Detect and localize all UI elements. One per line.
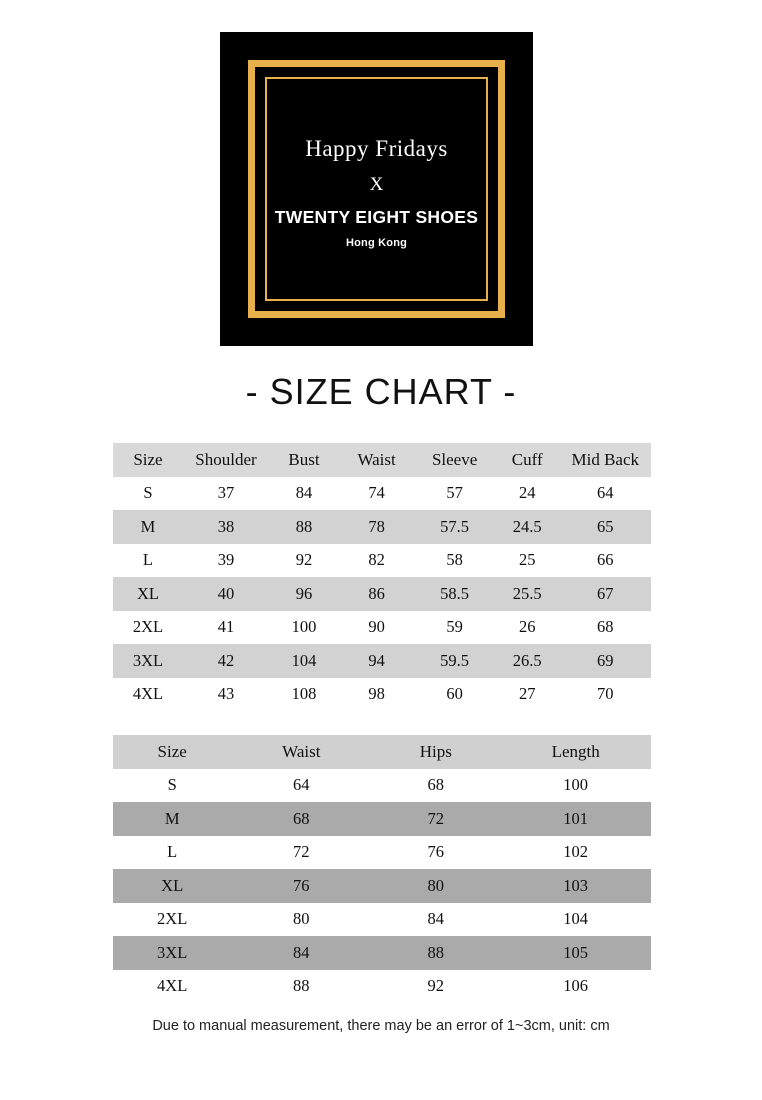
cell-mid-back: 68 <box>597 617 614 637</box>
cell-size: S <box>143 483 153 503</box>
logo-location: Hong Kong <box>345 237 408 249</box>
cell-size: M <box>164 808 180 828</box>
header-cell: Shoulder <box>195 449 257 469</box>
cell-sleeve: 57 <box>446 483 463 503</box>
table-row <box>113 903 651 937</box>
cell-mid-back: 67 <box>597 583 614 603</box>
cell-length: 100 <box>563 775 589 795</box>
table-row <box>113 869 651 903</box>
table-row <box>113 577 651 611</box>
cell-size: 4XL <box>157 976 188 996</box>
cell-waist: 78 <box>368 516 385 536</box>
logo-collab-x: X <box>369 174 384 195</box>
cell-bust: 100 <box>291 617 317 637</box>
size-table-top-head <box>113 443 651 477</box>
cell-waist: 88 <box>293 976 310 996</box>
cell-size: L <box>167 842 178 862</box>
size-table-top-wrapper <box>113 443 651 711</box>
size-table-top-body <box>113 477 651 712</box>
brand-logo <box>220 32 533 346</box>
cell-size: 4XL <box>132 684 164 704</box>
cell-size: XL <box>136 583 159 603</box>
table-row <box>113 477 651 511</box>
page-title: - SIZE CHART - <box>245 371 517 412</box>
cell-cuff: 27 <box>518 684 536 704</box>
cell-hips: 92 <box>427 976 445 996</box>
cell-cuff: 24.5 <box>512 516 542 536</box>
cell-size: L <box>142 550 154 570</box>
table-row <box>113 644 651 678</box>
cell-hips: 88 <box>427 942 445 962</box>
table-row <box>113 802 651 836</box>
cell-shoulder: 37 <box>217 483 235 503</box>
table-row <box>113 970 651 1004</box>
header-cell: Hips <box>419 741 452 761</box>
size-table-bottom <box>113 735 651 1003</box>
table-header-row <box>113 735 651 769</box>
header-cell: Size <box>133 449 163 469</box>
table-row <box>113 544 651 578</box>
cell-size: 3XL <box>157 942 188 962</box>
logo-text-block <box>220 136 533 249</box>
table-row <box>113 611 651 645</box>
cell-waist: 98 <box>368 684 385 704</box>
size-table-top <box>113 443 651 711</box>
cell-mid-back: 69 <box>597 650 614 670</box>
cell-cuff: 26.5 <box>512 650 542 670</box>
cell-cuff: 26 <box>518 617 536 637</box>
cell-waist: 74 <box>368 483 385 503</box>
cell-length: 103 <box>563 875 589 895</box>
cell-waist: 84 <box>293 942 310 962</box>
table-row <box>113 678 651 712</box>
cell-cuff: 25 <box>518 550 536 570</box>
cell-size: 3XL <box>132 650 164 670</box>
table-row <box>113 769 651 803</box>
cell-sleeve: 59 <box>446 617 463 637</box>
cell-length: 102 <box>563 842 589 862</box>
table-row <box>113 936 651 970</box>
cell-sleeve: 58 <box>446 550 463 570</box>
cell-bust: 96 <box>295 583 313 603</box>
cell-length: 104 <box>563 909 589 929</box>
logo-brand-secondary: TWENTY EIGHT SHOES <box>274 207 479 227</box>
header-cell: Bust <box>288 449 320 469</box>
size-table-bottom-head <box>113 735 651 769</box>
cell-hips: 84 <box>427 909 445 929</box>
cell-shoulder: 40 <box>217 583 235 603</box>
cell-mid-back: 64 <box>597 483 614 503</box>
cell-sleeve: 57.5 <box>440 516 470 536</box>
cell-size: S <box>167 775 177 795</box>
cell-shoulder: 43 <box>217 684 235 704</box>
cell-bust: 108 <box>291 684 317 704</box>
cell-size: XL <box>161 875 184 895</box>
header-cell: Sleeve <box>431 449 478 469</box>
cell-length: 101 <box>563 808 589 828</box>
cell-hips: 72 <box>427 808 445 828</box>
cell-shoulder: 42 <box>217 650 235 670</box>
cell-waist: 94 <box>368 650 385 670</box>
header-cell: Waist <box>282 741 321 761</box>
cell-waist: 86 <box>368 583 385 603</box>
header-cell: Length <box>551 741 600 761</box>
cell-sleeve: 58.5 <box>440 583 470 603</box>
cell-bust: 84 <box>295 483 313 503</box>
cell-waist: 72 <box>293 842 310 862</box>
table-header-row <box>113 443 651 477</box>
cell-waist: 76 <box>293 875 310 895</box>
header-cell: Waist <box>357 449 396 469</box>
cell-size: 2XL <box>132 617 164 637</box>
cell-size: 2XL <box>157 909 188 929</box>
header-cell: Cuff <box>511 449 543 469</box>
logo-brand-primary: Happy Fridays <box>305 136 448 161</box>
cell-bust: 92 <box>295 550 313 570</box>
cell-waist: 82 <box>368 550 385 570</box>
cell-sleeve: 59.5 <box>440 650 470 670</box>
cell-waist: 68 <box>293 808 310 828</box>
cell-hips: 80 <box>427 875 445 895</box>
cell-waist: 80 <box>293 909 310 929</box>
cell-mid-back: 66 <box>597 550 614 570</box>
cell-cuff: 24 <box>518 483 536 503</box>
cell-waist: 64 <box>293 775 310 795</box>
cell-shoulder: 38 <box>217 516 235 536</box>
size-table-bottom-body <box>113 769 651 1004</box>
cell-waist: 90 <box>368 617 385 637</box>
cell-length: 106 <box>563 976 589 996</box>
header-cell: Size <box>157 741 187 761</box>
cell-shoulder: 39 <box>217 550 235 570</box>
cell-length: 105 <box>563 942 589 962</box>
cell-mid-back: 65 <box>597 516 614 536</box>
table-row <box>113 836 651 870</box>
cell-cuff: 25.5 <box>512 583 542 603</box>
cell-hips: 68 <box>427 775 445 795</box>
header-cell: Mid Back <box>571 449 640 469</box>
table-row <box>113 510 651 544</box>
cell-size: M <box>140 516 156 536</box>
cell-bust: 88 <box>295 516 313 536</box>
measurement-note: Due to manual measurement, there may be an error of 1~3cm, unit: cm <box>152 1018 610 1034</box>
cell-sleeve: 60 <box>446 684 463 704</box>
cell-mid-back: 70 <box>597 684 614 704</box>
cell-bust: 104 <box>291 650 317 670</box>
size-table-bottom-wrapper <box>113 735 651 1003</box>
cell-shoulder: 41 <box>217 617 235 637</box>
cell-hips: 76 <box>427 842 445 862</box>
